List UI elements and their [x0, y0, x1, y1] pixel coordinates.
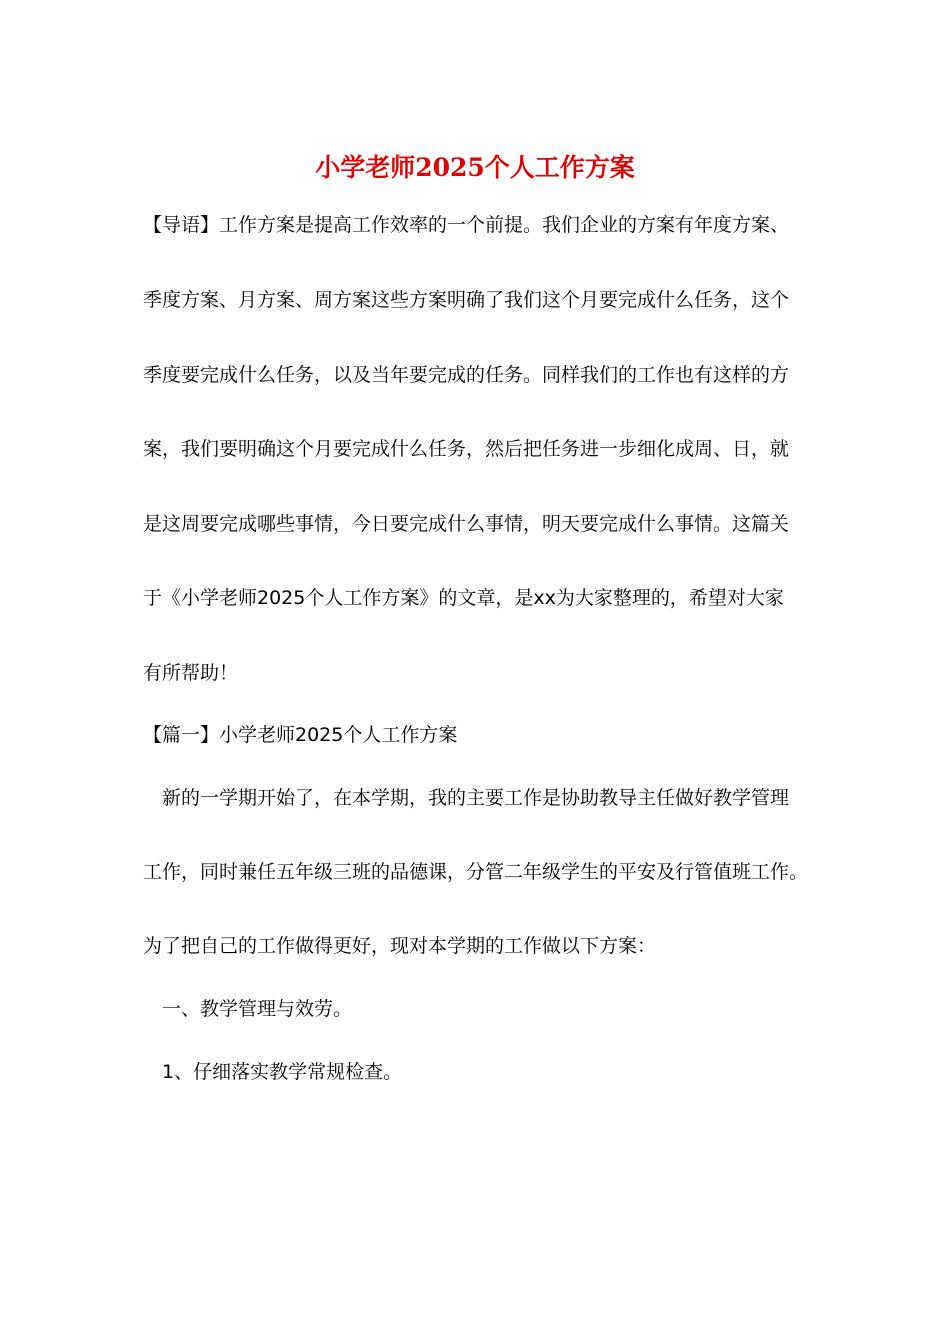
sub-item: 1、仔细落实教学常规检查。	[162, 1061, 403, 1083]
item-heading: 一、教学管理与效劳。	[162, 998, 353, 1020]
intro-line-4: 案，我们要明确这个月要完成什么任务，然后把任务进一步细化成周、日，就	[143, 438, 790, 460]
intro-line-1: 【导语】工作方案是提高工作效率的一个前提。我们企业的方案有年度方案、	[143, 214, 790, 236]
intro-line-2: 季度方案、月方案、周方案这些方案明确了我们这个月要完成什么任务，这个	[143, 289, 790, 311]
document-title: 小学老师2025个人工作方案	[315, 153, 635, 182]
body-line-2: 工作，同时兼任五年级三班的品德课，分管二年级学生的平安及行管值班工作。	[143, 861, 809, 883]
body-line-3: 为了把自己的工作做得更好，现对本学期的工作做以下方案：	[143, 935, 657, 957]
body-line-1: 新的一学期开始了，在本学期，我的主要工作是协助教导主任做好教学管理	[162, 787, 790, 809]
intro-line-3: 季度要完成什么任务，以及当年要完成的任务。同样我们的工作也有这样的方	[143, 364, 790, 386]
intro-line-7: 有所帮助！	[143, 662, 239, 684]
intro-line-6: 于《小学老师2025个人工作方案》的文章，是xx为大家整理的，希望对大家	[143, 587, 784, 609]
intro-line-5: 是这周要完成哪些事情，今日要完成什么事情，明天要完成什么事情。这篇关	[143, 513, 790, 535]
section-heading: 【篇一】小学老师2025个人工作方案	[143, 724, 458, 746]
